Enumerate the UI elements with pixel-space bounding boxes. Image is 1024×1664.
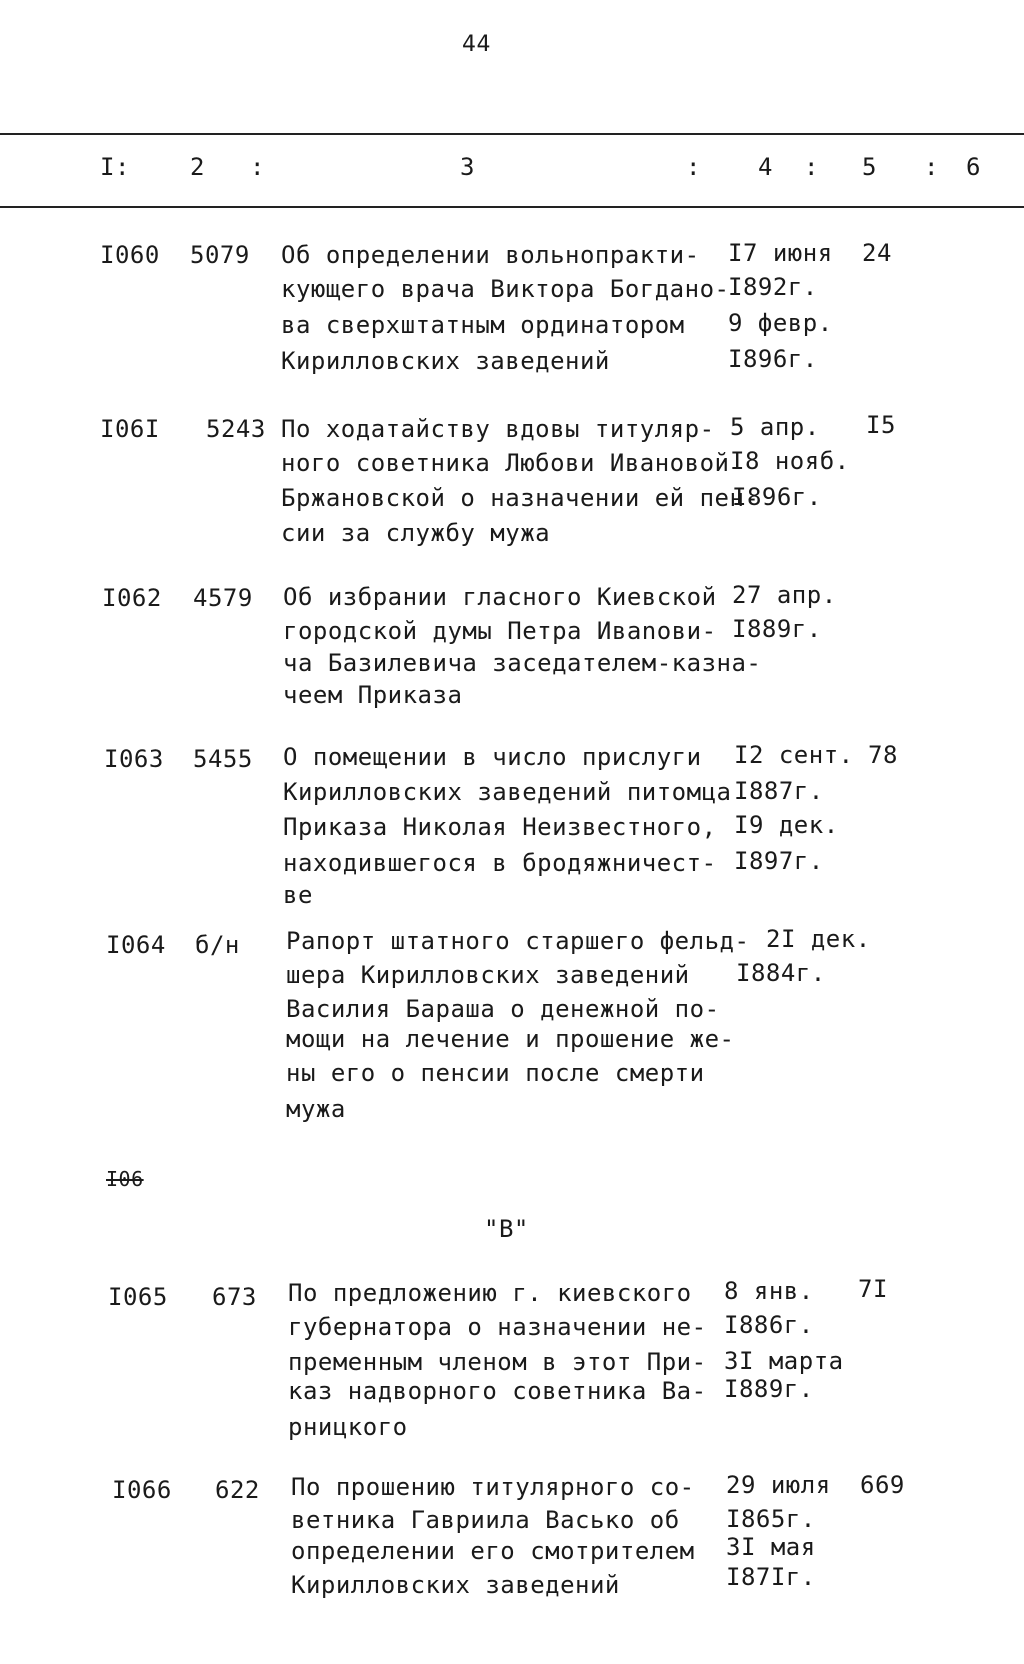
entry-description-line: Приказа Николая Неизвестного, bbox=[283, 813, 717, 841]
entry-pages: I5 bbox=[866, 411, 896, 439]
header-rule-top bbox=[0, 133, 1024, 135]
struck-entry-mark: I06 bbox=[106, 1167, 144, 1191]
entry-description-line: ветника Гавриила Васько об bbox=[291, 1506, 680, 1534]
entry-doc-number: 622 bbox=[215, 1476, 260, 1504]
entry-description-line: Рапорт штатного старшего фельд- bbox=[286, 927, 750, 955]
entry-description-line: ны его о пенсии после смерти bbox=[286, 1059, 705, 1087]
entry-pages: 669 bbox=[860, 1471, 905, 1499]
page-number: 44 bbox=[462, 32, 491, 57]
entry-doc-number: 673 bbox=[212, 1283, 257, 1311]
entry-pages: 24 bbox=[862, 239, 892, 267]
entry-date: I2 сент. bbox=[734, 741, 854, 769]
entry-number: I060 bbox=[100, 241, 160, 269]
entry-description-line: находившегося в бродяжничест- bbox=[283, 849, 717, 877]
entry-pages: 78 bbox=[868, 741, 898, 769]
header-sep-5: : bbox=[924, 153, 939, 181]
entry-description-line: Василия Бараша о денежной по- bbox=[286, 995, 720, 1023]
entry-description-line: мужа bbox=[286, 1095, 346, 1123]
entry-number: I064 bbox=[106, 931, 166, 959]
entry-description-line: Бржановской о назначении ей пен- bbox=[281, 484, 760, 512]
entry-doc-number: 5079 bbox=[190, 241, 250, 269]
entry-number: I063 bbox=[104, 745, 164, 773]
entry-date: I887г. bbox=[734, 777, 824, 805]
entry-description-line: По прошению титулярного со- bbox=[291, 1473, 695, 1501]
entry-description-line: Кирилловских заведений bbox=[281, 347, 610, 375]
entry-date: I889г. bbox=[732, 615, 822, 643]
header-col-1: I: bbox=[100, 153, 130, 181]
entry-date: 2I дек. bbox=[766, 925, 871, 953]
entry-date: 27 апр. bbox=[732, 581, 837, 609]
entry-description-line: ве bbox=[283, 881, 313, 909]
entry-date: I7 июня bbox=[728, 239, 833, 267]
entry-date: I8 нояб. bbox=[730, 447, 850, 475]
entry-number: I062 bbox=[102, 584, 162, 612]
entry-date: I884г. bbox=[736, 959, 826, 987]
header-col-3: 3 bbox=[460, 153, 475, 181]
entry-description-line: О помещении в число прислуги bbox=[283, 743, 702, 771]
header-sep-4: : bbox=[804, 153, 819, 181]
entry-description-line: ча Базилевича заседателем-казна- bbox=[283, 649, 762, 677]
entry-description-line: Об определении вольнопракти- bbox=[281, 241, 700, 269]
header-col-6: 6 bbox=[966, 153, 981, 181]
header-col-5: 5 bbox=[862, 153, 877, 181]
entry-date: 3I мая bbox=[726, 1533, 816, 1561]
entry-date: 8 янв. bbox=[724, 1277, 814, 1305]
entry-date: I896г. bbox=[732, 483, 822, 511]
entry-description-line: кующего врача Виктора Богдано- bbox=[281, 275, 730, 303]
entry-date: 9 февр. bbox=[728, 309, 833, 337]
entry-doc-number: 5243 bbox=[206, 415, 266, 443]
entry-description-line: губернатора о назначении не- bbox=[288, 1313, 707, 1341]
entry-date: I886г. bbox=[724, 1311, 814, 1339]
entry-description-line: городской думы Петра Ивanови- bbox=[283, 617, 717, 645]
entry-number: I065 bbox=[108, 1283, 168, 1311]
header-rule-bottom bbox=[0, 206, 1024, 208]
entry-doc-number: б/н bbox=[195, 931, 240, 959]
entry-description-line: чеем Приказа bbox=[283, 681, 463, 709]
entry-description-line: рницкого bbox=[288, 1413, 408, 1441]
entry-date: I892г. bbox=[728, 273, 818, 301]
entry-description-line: По предложению г. киевского bbox=[288, 1279, 692, 1307]
entry-date: I865г. bbox=[726, 1505, 816, 1533]
entry-description-line: определении его смотрителем bbox=[291, 1537, 695, 1565]
header-col-2: 2 bbox=[190, 153, 205, 181]
entry-number: I066 bbox=[112, 1476, 172, 1504]
entry-doc-number: 4579 bbox=[193, 584, 253, 612]
entry-date: I9 дек. bbox=[734, 811, 839, 839]
section-heading: "В" bbox=[484, 1215, 529, 1243]
entry-description-line: сии за службу мужа bbox=[281, 519, 551, 547]
entry-description-line: По ходатайству вдовы титуляр- bbox=[281, 415, 715, 443]
entry-description-line: ва сверхштатным ординатором bbox=[281, 311, 685, 339]
header-col-4: 4 bbox=[758, 153, 773, 181]
entry-date: 3I марта bbox=[724, 1347, 844, 1375]
entry-date: I896г. bbox=[728, 345, 818, 373]
entry-date: 5 апр. bbox=[730, 413, 820, 441]
entry-description-line: каз надворного советника Ва- bbox=[288, 1377, 707, 1405]
entry-description-line: Кирилловских заведений питомца bbox=[283, 778, 732, 806]
header-sep-2: : bbox=[250, 153, 265, 181]
entry-description-line: Кирилловских заведений bbox=[291, 1571, 620, 1599]
header-sep-3: : bbox=[686, 153, 701, 181]
entry-description-line: шера Кирилловских заведений bbox=[286, 961, 690, 989]
entry-description-line: Об избрании гласного Киевской bbox=[283, 583, 717, 611]
entry-date: I897г. bbox=[734, 847, 824, 875]
entry-number: I06I bbox=[100, 415, 160, 443]
entry-doc-number: 5455 bbox=[193, 745, 253, 773]
entry-description-line: мощи на лечение и прошение же- bbox=[286, 1025, 735, 1053]
entry-description-line: пременным членом в этот При- bbox=[288, 1348, 707, 1376]
entry-description-line: ного советника Любови Ивановой bbox=[281, 449, 730, 477]
entry-pages: 7I bbox=[858, 1275, 888, 1303]
entry-date: I87Iг. bbox=[726, 1563, 816, 1591]
entry-date: 29 июля bbox=[726, 1471, 831, 1499]
entry-date: I889г. bbox=[724, 1375, 814, 1403]
